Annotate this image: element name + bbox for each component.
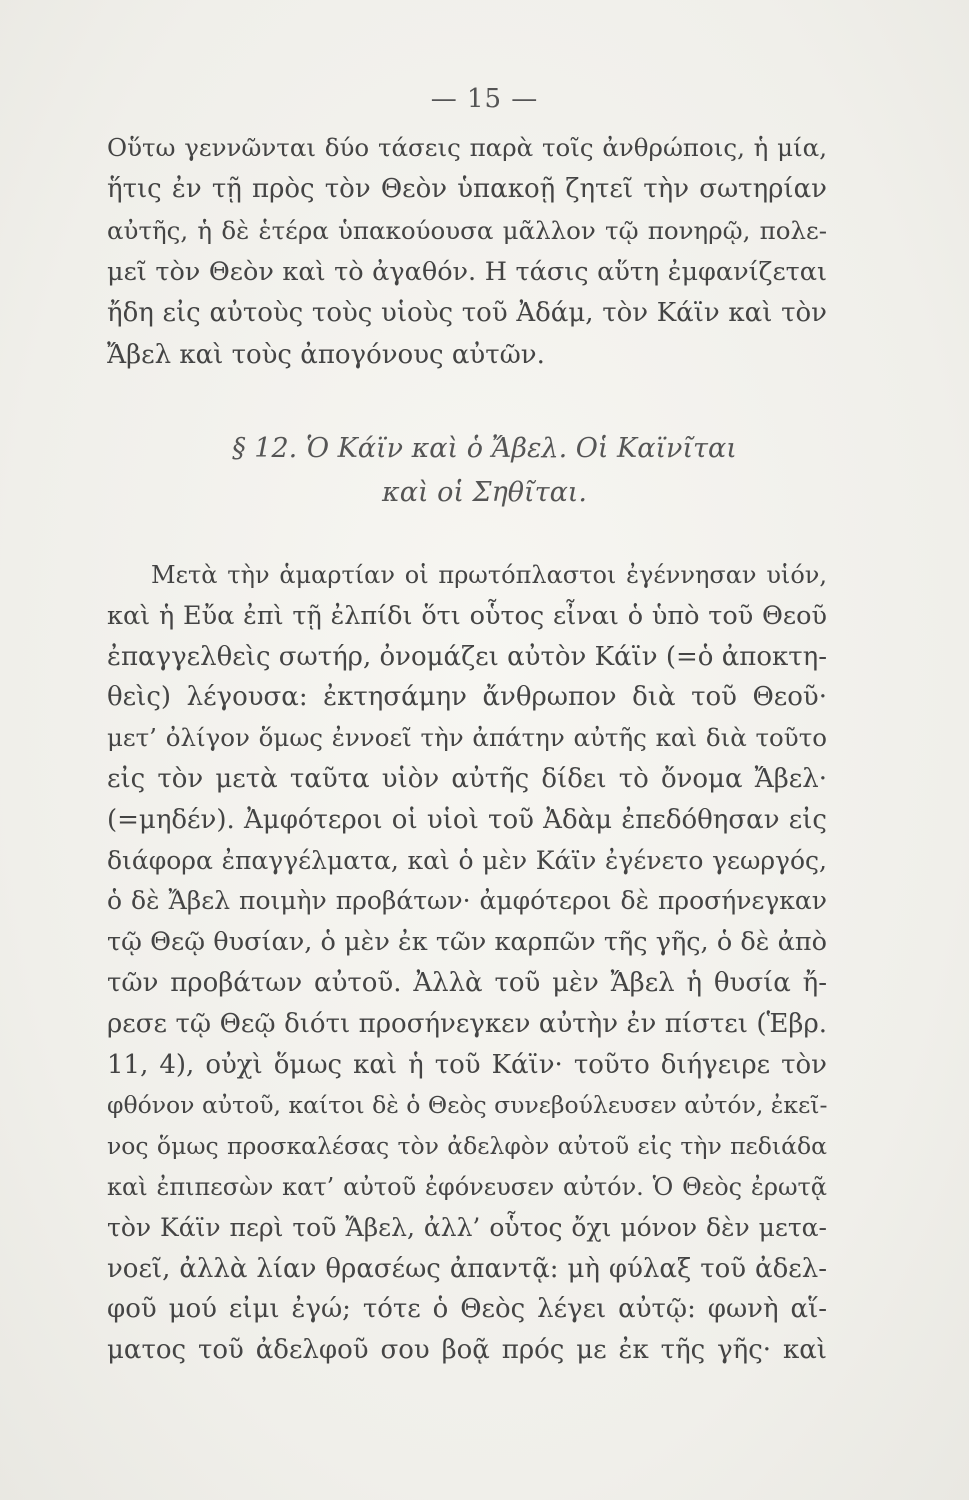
text-line: καὶ ἡ Εὔα ἐπὶ τῇ ἐλπίδι ὅτι οὗτος εἶναι ὁ ὑπὸ τοῦ Θεοῦ [107,600,827,631]
text-line: μετ’ ὀλίγον ὅμως ἐννοεῖ τὴν ἀπάτην αὐτῆς καὶ διὰ τοῦτο [107,723,827,753]
text-line: τῶν προβάτων αὐτοῦ. Ἀλλὰ τοῦ μὲν Ἄβελ ἡ θυσία ἤ- [107,967,827,998]
text-line: ματος τοῦ ἀδελφοῦ σου βοᾷ πρός με ἐκ τῆς γῆς· καὶ [107,1335,827,1366]
text-line: νοεῖ, ἀλλὰ λίαν θρασέως ἀπαντᾷ: μὴ φύλαξ τοῦ ἀδελ- [107,1253,827,1284]
text-line: εἰς τὸν μετὰ ταῦτα υἱὸν αὐτῆς δίδει τὸ ὄνομα Ἄβελ· [107,763,827,794]
text-line: Μετὰ τὴν ἁμαρτίαν οἱ πρωτόπλαστοι ἐγέννησαν υἱόν, [151,561,827,589]
paragraph-2 [107,555,827,1371]
text-line: φθόνον αὐτοῦ, καίτοι δὲ ὁ Θεὸς συνεβούλευσεν αὐτόν, ἐκεῖ- [107,1091,828,1120]
text-line: διάφορα ἐπαγγέλματα, καὶ ὁ μὲν Κάϊν ἐγένετο γεωργός, [107,845,827,875]
section-heading-line: § 12. Ὁ Κάϊν καὶ ὁ Ἄβελ. Οἱ Καϊνῖται [232,433,737,464]
text-line: (=μηδέν). Ἀμφότεροι οἱ υἱοὶ τοῦ Ἀδὰμ ἐπεδόθησαν εἰς [107,804,827,835]
text-line: μεῖ τὸν Θεὸν καὶ τὸ ἀγαθόν. Η τάσις αὕτη ἐμφανίζεται [107,256,827,287]
text-line: ὁ δὲ Ἄβελ ποιμὴν προβάτων· ἀμφότεροι δὲ προσήνεγκαν [107,886,827,916]
text-line: φοῦ μού εἰμι ἐγώ; τότε ὁ Θεὸς λέγει αὐτῷ: φωνὴ αἵ- [107,1294,827,1325]
text-line: τῷ Θεῷ θυσίαν, ὁ μὲν ἐκ τῶν καρπῶν τῆς γῆς, ὁ δὲ ἀπὸ [107,927,827,958]
text-line: ρεσε τῷ Θεῷ διότι προσήνεγκεν αὐτὴν ἐν πίστει (Ἑβρ. [107,1008,827,1039]
text-line: καὶ ἐπιπεσὼν κατ’ αὐτοῦ ἐφόνευσεν αὐτόν. Ὁ Θεὸς ἐρωτᾷ [107,1172,827,1201]
paragraph-1 [107,127,827,377]
text-line: νος ὅμως προσκαλέσας τὸν ἀδελφὸν αὐτοῦ εἰς τὴν πεδιάδα [107,1132,827,1161]
text-line: Ἄβελ καὶ τοὺς ἀπογόνους αὐτῶν. [107,339,545,370]
text-line: τὸν Κάϊν περὶ τοῦ Ἄβελ, ἀλλ’ οὗτος ὄχι μόνον δὲν μετα- [107,1212,827,1242]
section-heading [0,427,969,515]
text-line: θεὶς) λέγουσα: ἐκτησάμην ἄνθρωπον διὰ τοῦ Θεοῦ· [107,682,827,713]
text-line: ἐπαγγελθεὶς σωτήρ, ὀνομάζει αὐτὸν Κάϊν (=ὁ ἀποκτη- [107,641,827,672]
section-heading-line: καὶ οἱ Σηθῖται. [382,477,587,508]
text-line: ἥτις ἐν τῇ πρὸς τὸν Θεὸν ὑπακοῇ ζητεῖ τὴν σωτηρίαν [107,173,827,204]
text-line: Οὕτω γεννῶνται δύο τάσεις παρὰ τοῖς ἀνθρώποις, ἡ μία, [107,133,827,162]
page-number: — 15 — [430,84,539,114]
text-line: ἤδη εἰς αὐτοὺς τοὺς υἱοὺς τοῦ Ἀδάμ, τὸν Κάϊν καὶ τὸν [107,298,827,329]
text-line: 11, 4), οὐχὶ ὅμως καὶ ἡ τοῦ Κάϊν· τοῦτο διήγειρε τὸν [107,1049,827,1080]
text-line: αὐτῆς, ἡ δὲ ἑτέρα ὑπακούουσα μᾶλλον τῷ πονηρῷ, πολε- [107,216,827,246]
